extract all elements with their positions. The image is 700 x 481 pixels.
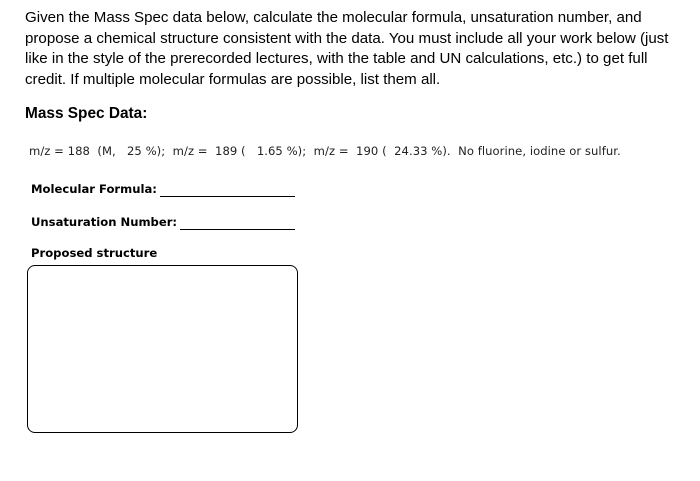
- unsaturation-number-answer-line[interactable]: [180, 229, 295, 230]
- unsaturation-number-label: Unsaturation Number:: [31, 215, 178, 229]
- mass-spec-data-line: m/z = 188 (M, 25 %); m/z = 189 ( 1.65 %); m/z = 190 ( 24.33 %). No fluorine, iodine or sulfur.: [29, 144, 621, 158]
- proposed-structure-box[interactable]: [27, 265, 298, 433]
- proposed-structure-label: Proposed structure: [31, 246, 158, 260]
- mass-spec-heading: Mass Spec Data:: [25, 105, 148, 122]
- molecular-formula-label: Molecular Formula:: [31, 182, 157, 196]
- instructions-paragraph: Given the Mass Spec data below, calculate the molecular formula, unsaturation number, and propose a chemical structure consistent with the data. You must include all your work below (just like in the style of the prerecorded lectures, with the table and UN calculations, etc.) to get full credit. If multiple molecular formulas are possible, list them all.: [25, 9, 669, 88]
- molecular-formula-answer-line[interactable]: [160, 196, 295, 197]
